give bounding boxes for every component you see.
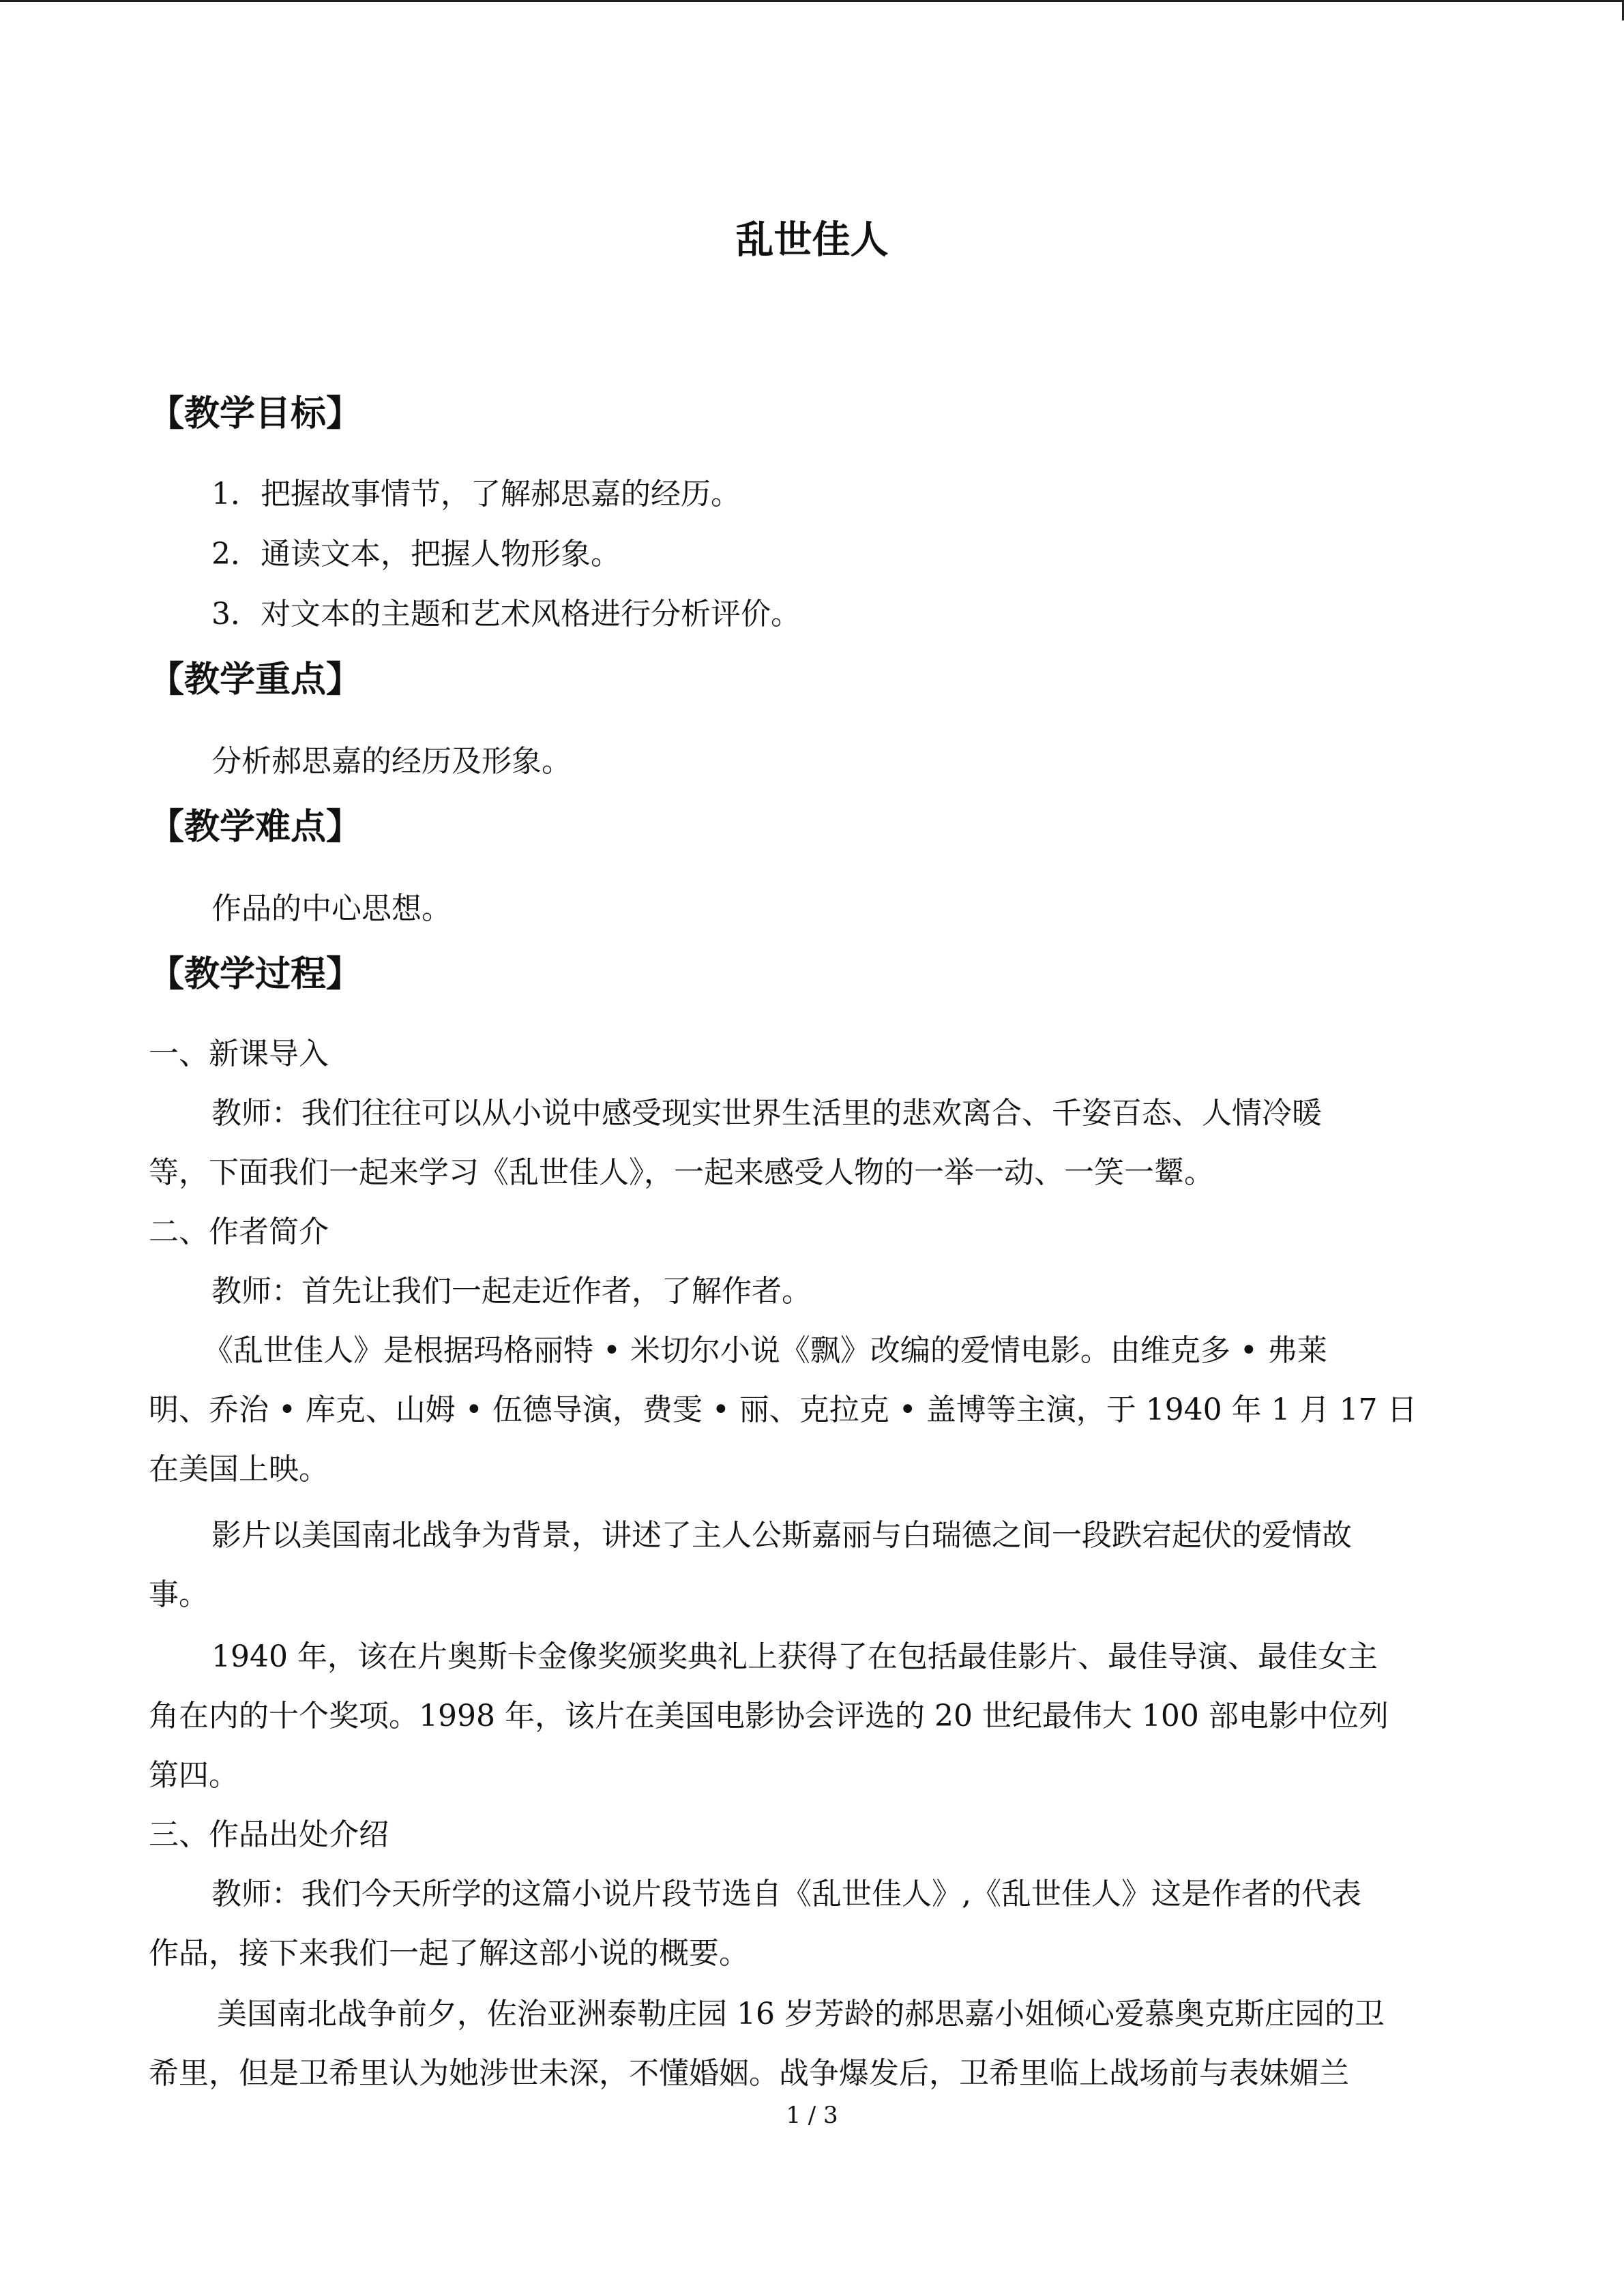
process-s2-paragraph-line: 《乱世佳人》是根据玛格丽特 • 米切尔小说《飘》改编的爱情电影。由维克多 • 弗莱 [203,1333,1327,1368]
heading-key-points: 【教学重点】 [149,659,362,700]
objective-item-1: 1．把握故事情节，了解郝思嘉的经历。 [211,477,741,511]
heading-difficulties: 【教学难点】 [149,807,362,848]
process-s3-paragraph-line: 作品，接下来我们一起了解这部小说的概要。 [149,1936,749,1971]
process-section-3-heading: 三、作品出处介绍 [149,1817,389,1852]
objective-item-3: 3．对文本的主题和艺术风格进行分析评价。 [211,597,801,631]
top-border-rule [0,0,1624,2]
process-s2-paragraph-line: 在美国上映。 [149,1452,329,1487]
process-s2-paragraph-line: 事。 [149,1577,209,1612]
process-s1-paragraph-line: 教师：我们往往可以从小说中感受现实世界生活里的悲欢离合、千姿百态、人情冷暖 [211,1096,1322,1131]
heading-process: 【教学过程】 [149,954,362,995]
process-s2-paragraph-line: 明、乔治 • 库克、山姆 • 伍德导演，费雯 • 丽、克拉克 • 盖博等主演，于 1940 年 1 月 17 日 [149,1392,1417,1427]
process-s2-paragraph-line: 影片以美国南北战争为背景，讲述了主人公斯嘉丽与白瑞德之间一段跌宕起伏的爱情故 [211,1518,1352,1553]
page-number: 1 / 3 [786,2102,838,2129]
process-s2-paragraph-line: 教师：首先让我们一起走近作者，了解作者。 [211,1274,812,1309]
process-s2-paragraph-line: 角在内的十个奖项。1998 年，该片在美国电影协会评选的 20 世纪最伟大 100 部电影中位列 [149,1699,1389,1733]
difficulty-text: 作品的中心思想。 [211,891,452,926]
process-s1-paragraph-line: 等，下面我们一起来学习《乱世佳人》，一起来感受人物的一举一动、一笑一颦。 [149,1155,1214,1190]
process-s3-paragraph-line: 教师：我们今天所学的这篇小说片段节选自《乱世佳人》,《乱世佳人》这是作者的代表 [211,1877,1361,1911]
process-section-2-heading: 二、作者简介 [149,1214,329,1249]
process-s3-paragraph-line: 美国南北战争前夕，佐治亚洲泰勒庄园 16 岁芳龄的郝思嘉小姐倾心爱慕奥克斯庄园的卫 [217,1997,1385,2031]
objective-item-2: 2．通读文本，把握人物形象。 [211,537,621,571]
key-point-text: 分析郝思嘉的经历及形象。 [211,744,572,779]
document-title: 乱世佳人 [735,218,889,263]
heading-objectives: 【教学目标】 [149,393,362,434]
process-s2-paragraph-line: 第四。 [149,1758,239,1793]
process-s2-paragraph-line: 1940 年，该在片奥斯卡金像奖颁奖典礼上获得了在包括最佳影片、最佳导演、最佳女主 [211,1639,1378,1674]
process-s3-paragraph-line: 希里，但是卫希里认为她涉世未深，不懂婚姻。战争爆发后，卫希里临上战场前与表妹媚兰 [149,2056,1349,2091]
process-section-1-heading: 一、新课导入 [149,1037,329,1071]
